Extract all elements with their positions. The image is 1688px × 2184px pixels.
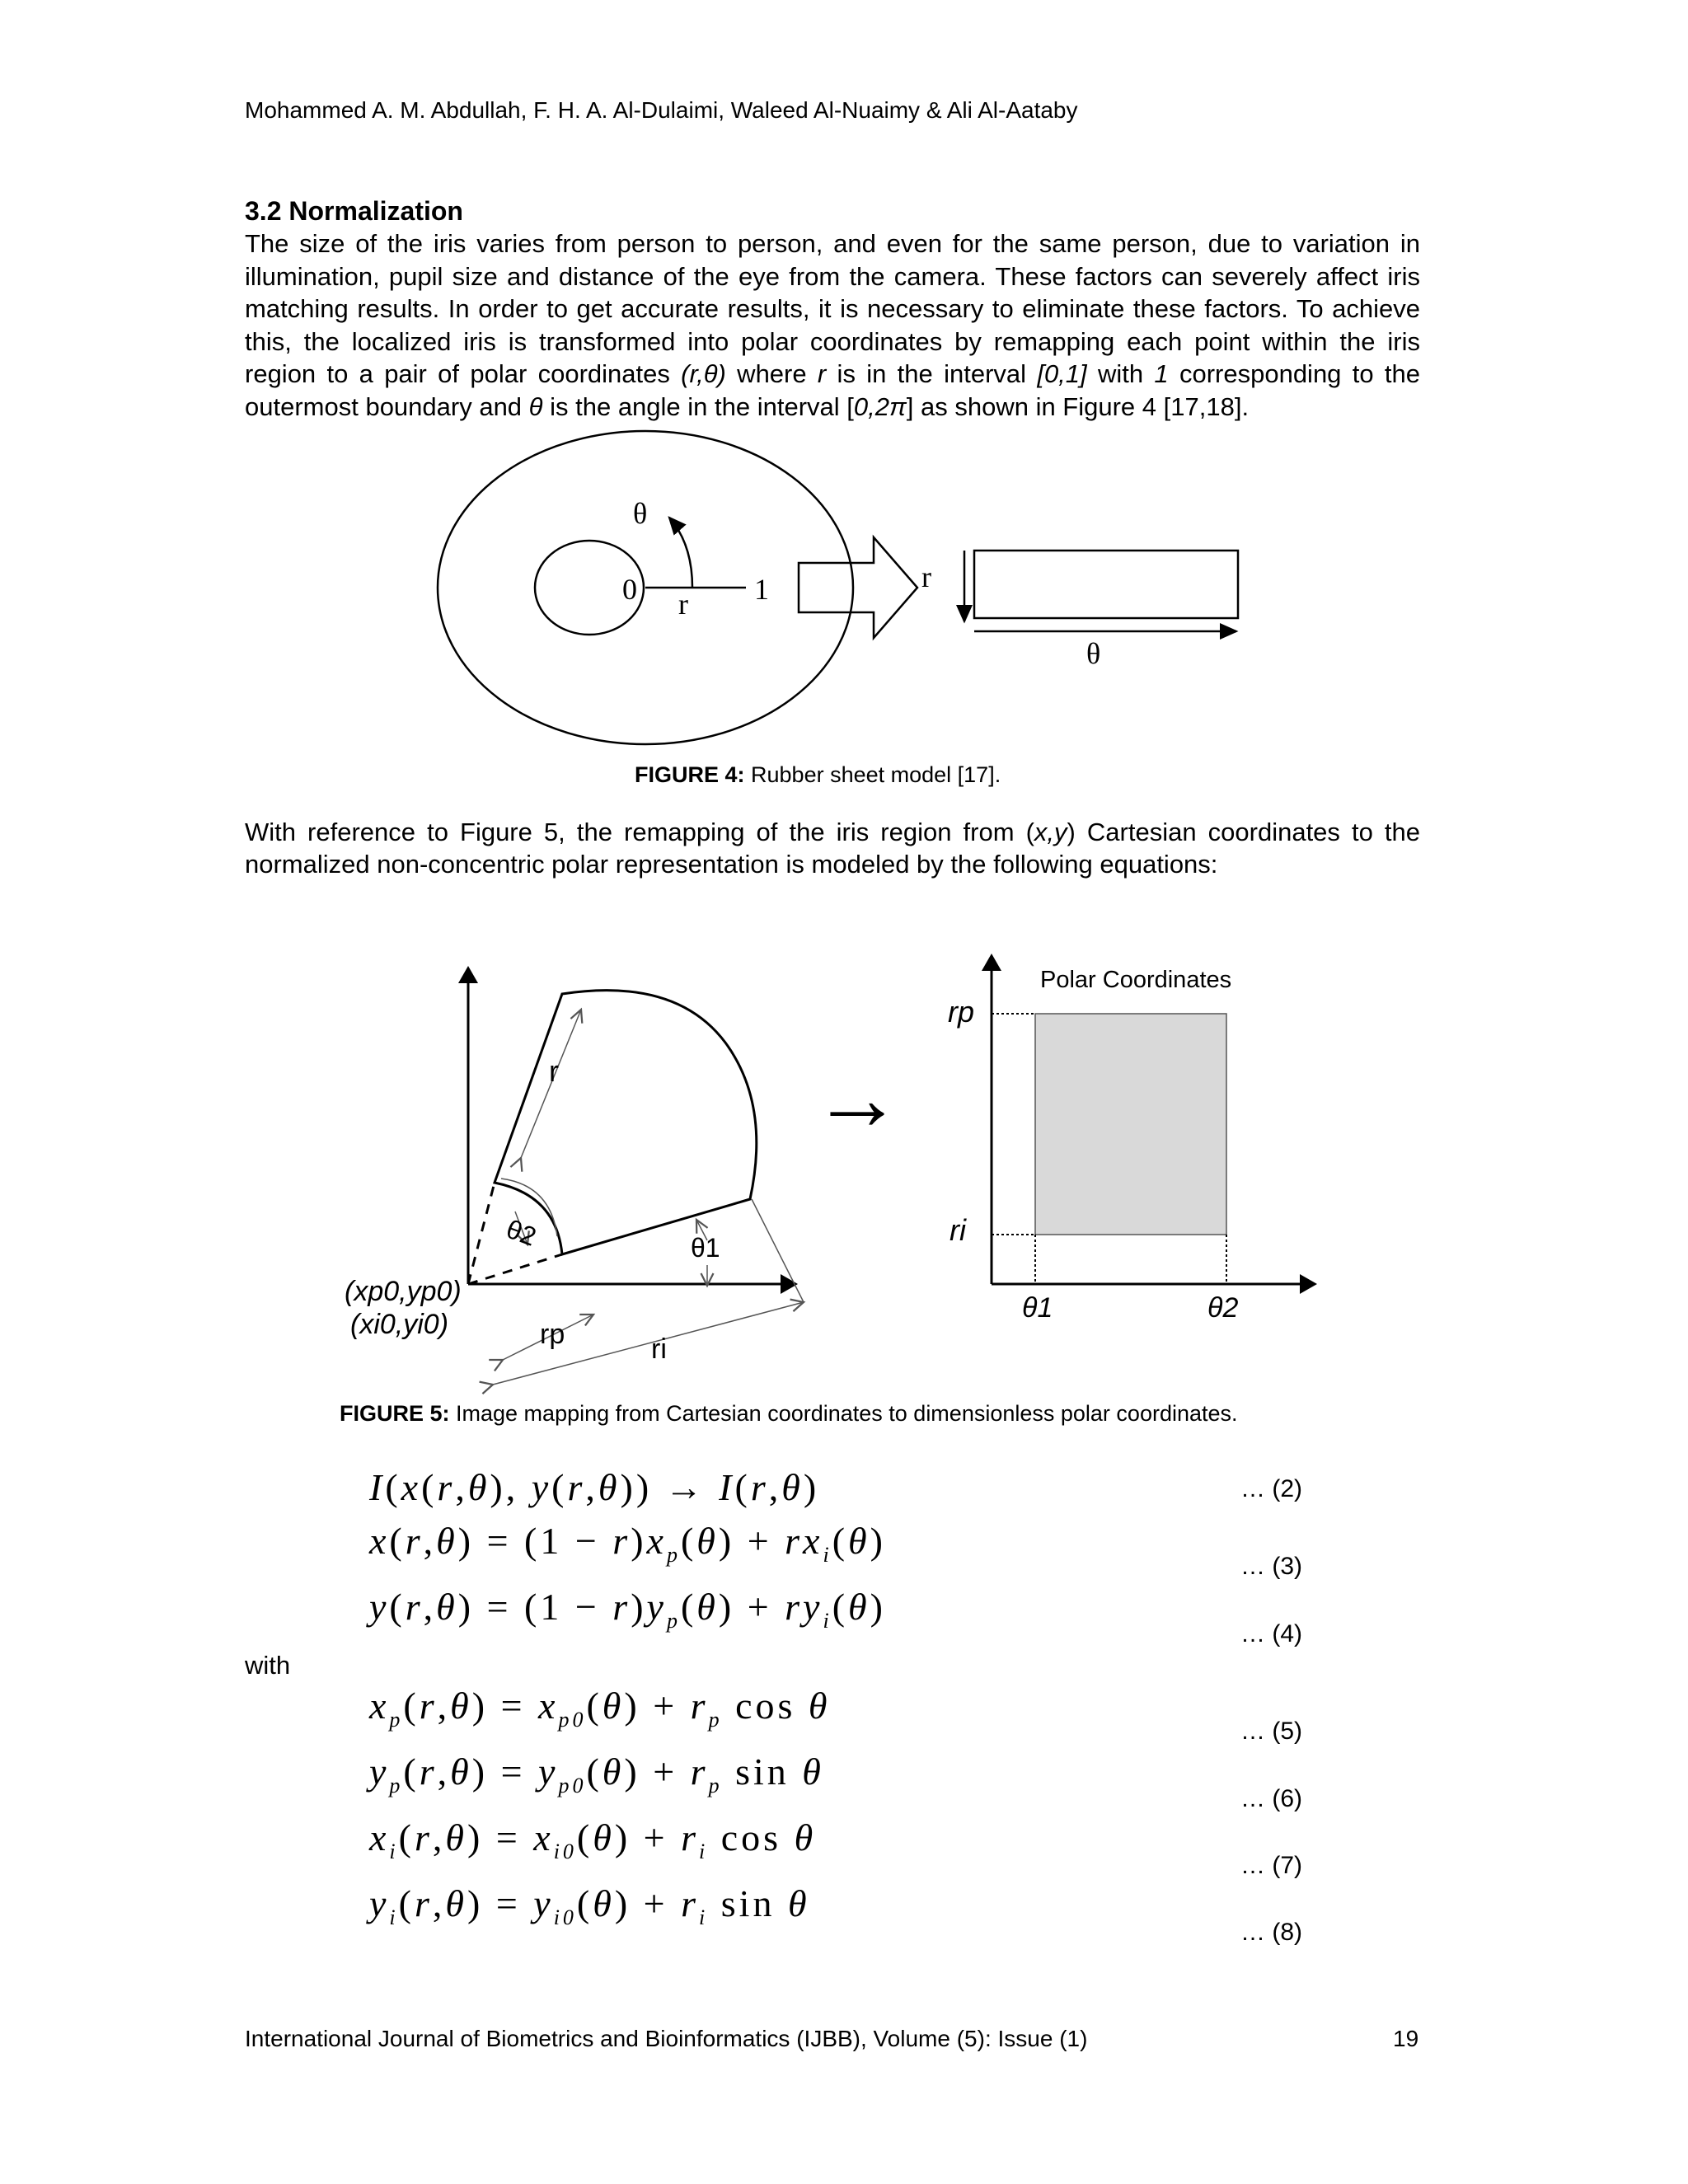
equation-6-number: … (6)	[1240, 1785, 1302, 1812]
polar-coordinates-title: Polar Coordinates	[1040, 967, 1232, 993]
section-title: 3.2 Normalization	[245, 196, 463, 226]
extension-line	[752, 1199, 804, 1302]
polar-shaded-region	[1035, 1014, 1226, 1235]
equation-7-number: … (7)	[1240, 1852, 1302, 1879]
equation-2: I(x(r,θ), y(r,θ)) → I(r,θ)	[369, 1466, 820, 1508]
equation-3: $x(r,\theta) = (1 - r)x_p(\theta) + rx_i(\theta)$	[369, 1520, 886, 1568]
pupil-center-label: (xp0,yp0)	[345, 1276, 462, 1307]
paragraph-normalization: The size of the iris varies from person to person, and even for the same person, due to variation in illumination, pupil size and distance of the eye from the camera. These factors can severely affect iris matching results. In order to get accurate results, it is necessary to eliminate these factors. To achieve this, the localized iris is transformed into polar coordinates by remapping each point within the iris region to a pair of polar coordinates (r,θ) where r is in the interval [0,1] with 1 corresponding to the outermost boundary and θ is the angle in the interval [0,2π] as shown in Figure 4 [17,18].	[245, 229, 1420, 421]
rp-label: rp	[540, 1319, 565, 1350]
mapping-arrow: →	[812, 1047, 903, 1149]
fig4-rect-r-label: r	[921, 560, 931, 593]
equation-5-number: … (5)	[1240, 1718, 1302, 1745]
paragraph-remapping: With reference to Figure 5, the remapping of the iris region from (x,y) Cartesian coordinates to the normalized non-concentric polar representation is modeled by the following equations:	[245, 818, 1420, 879]
with-label: with	[245, 1651, 291, 1680]
equation-4: $y(r,\theta) = (1 - r)y_p(\theta) + ry_i(\theta)$	[369, 1586, 886, 1633]
figure-4-caption: FIGURE 4: Rubber sheet model [17].	[635, 762, 1001, 787]
r-label: r	[549, 1054, 559, 1088]
equation-8: $y_i(r,\theta) = y_{i0}(\theta) + r_i$ sin θ	[369, 1882, 810, 1930]
theta2-label: θ2	[502, 1213, 541, 1252]
equation-7: $x_i(r,\theta) = x_{i0}(\theta) + r_i$ cos θ	[369, 1816, 817, 1864]
figure-5-caption: FIGURE 5: Image mapping from Cartesian coordinates to dimensionless polar coordinates.	[340, 1401, 1238, 1426]
fig4-zero-label: 0	[622, 573, 637, 606]
theta1-label: θ1	[691, 1233, 720, 1263]
running-header: Mohammed A. M. Abdullah, F. H. A. Al-Dulaimi, Waleed Al-Nuaimy & Ali Al-Aataby	[245, 97, 1078, 123]
iris-sector	[495, 991, 757, 1254]
dashed-line-1	[468, 1254, 562, 1284]
equation-3-number: … (3)	[1240, 1553, 1302, 1580]
equation-6: $y_p(r,\theta) = y_{p0}(\theta) + r_p$ sin θ	[369, 1750, 824, 1798]
equation-8-number: … (8)	[1240, 1919, 1302, 1946]
axis-theta1-label: θ1	[1022, 1292, 1053, 1324]
axis-theta2-label: θ2	[1207, 1292, 1239, 1324]
footer-journal: International Journal of Biometrics and Bioinformatics (IJBB), Volume (5): Issue (1)	[245, 2026, 1088, 2051]
equation-4-number: … (4)	[1240, 1620, 1302, 1647]
equation-5: $x_p(r,\theta) = x_{p0}(\theta) + r_p$ cos θ	[369, 1685, 831, 1732]
page-number: 19	[1393, 2026, 1419, 2051]
fig4-r-label: r	[678, 588, 688, 621]
axis-ri-label: ri	[950, 1213, 966, 1247]
axis-rp-label: rp	[948, 995, 975, 1029]
iris-center-label: (xi0,yi0)	[350, 1309, 449, 1340]
dashed-line-2	[468, 1183, 495, 1284]
fig4-rect-theta-label: θ	[1086, 637, 1101, 670]
fig4-one-label: 1	[754, 573, 769, 606]
ri-label: ri	[651, 1333, 667, 1365]
fig4-theta-label: θ	[633, 497, 648, 530]
equation-2-number: … (2)	[1240, 1475, 1302, 1502]
